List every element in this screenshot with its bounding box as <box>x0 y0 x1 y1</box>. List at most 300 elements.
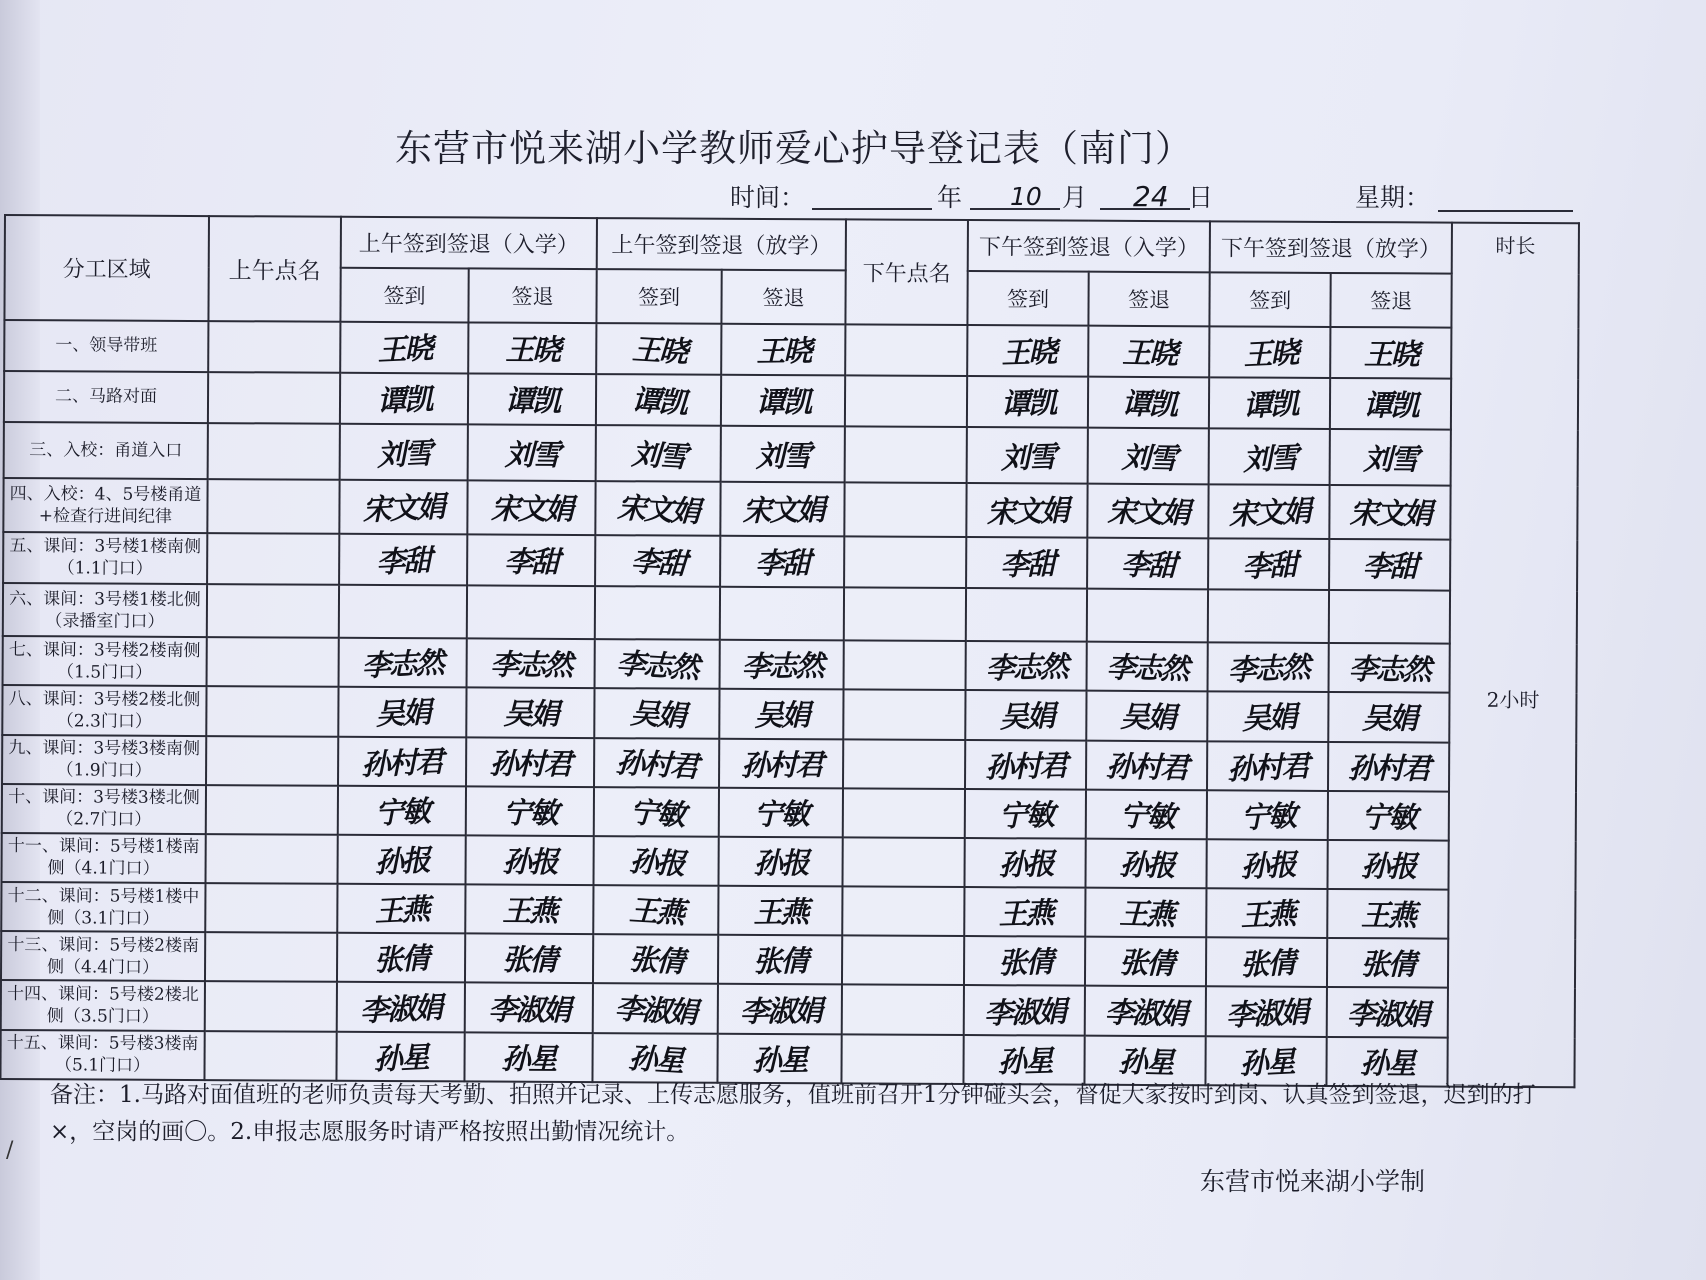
signature: 宁敏 <box>502 795 557 830</box>
am-out-sign-out-cell <box>718 886 842 936</box>
am-in-sign-out-cell <box>465 934 593 984</box>
signature: 张倩 <box>627 942 684 980</box>
signature: 宁敏 <box>628 794 685 832</box>
pm-in-sign-out-cell <box>1087 537 1208 589</box>
signature: 李甜 <box>1241 547 1297 584</box>
signature: 李志然 <box>985 649 1068 686</box>
notes: 备注：1.马路对面值班的老师负责每天考勤、拍照并记录、上传志愿服务，值班前召开1分钟碰头会，督促大家按时到岗、认真签到签退，迟到的打×，空岗的画〇。2.申报志愿服务时请严格按照出勤情况统计。 <box>50 1082 1536 1145</box>
subheader-sign-in: 签到 <box>967 271 1088 325</box>
form-title: 东营市悦来湖小学教师爱心护导登记表（南门） <box>395 127 1193 170</box>
pm-out-sign-out-cell <box>1330 326 1451 378</box>
pm-out-sign-out-cell <box>1328 840 1449 890</box>
am-out-sign-in-cell <box>594 787 719 837</box>
am-out-sign-in-cell <box>596 374 721 426</box>
am-in-sign-in-cell <box>338 736 466 786</box>
signature: 王燕 <box>1239 896 1295 934</box>
pm-out-sign-out-cell <box>1328 791 1449 841</box>
signature: 宋文娟 <box>616 490 700 530</box>
pm-out-sign-out-cell <box>1329 539 1450 591</box>
day-label: 日 <box>1188 183 1214 212</box>
area-cell: 十四、课间：5号楼2楼北侧（3.5门口） <box>1 980 205 1030</box>
area-cell: 十二、课间：5号楼1楼中侧（3.1门口） <box>1 882 205 932</box>
signature: 张倩 <box>373 941 429 978</box>
area-cell: 九、课间：3号楼3楼南侧（1.9门口） <box>2 735 206 785</box>
am-out-sign-out-cell <box>719 787 843 837</box>
signature: 孙村君 <box>489 746 571 781</box>
signature: 孙星 <box>372 1039 429 1077</box>
signature: 刘雪 <box>1120 440 1176 476</box>
signature: 李淑娟 <box>739 993 821 1029</box>
am-rollcall-cell <box>207 584 339 638</box>
signature: 王燕 <box>373 892 430 929</box>
pm-out-sign-out-cell <box>1329 485 1450 539</box>
signature: 李志然 <box>361 645 444 684</box>
am-in-sign-out-cell <box>466 688 594 738</box>
am-rollcall-cell <box>205 932 337 982</box>
signature: 王晓 <box>1121 335 1177 371</box>
am-rollcall-cell <box>205 982 337 1032</box>
am-out-sign-in-cell <box>596 425 721 482</box>
header-am-out: 上午签到签退（放学） <box>597 218 846 271</box>
am-in-sign-in-cell <box>339 585 467 639</box>
signature: 刘雪 <box>1363 441 1418 477</box>
area-cell: 三、入校：甬道入口 <box>4 422 208 479</box>
pm-in-sign-out-cell <box>1088 376 1209 428</box>
signature: 宁敏 <box>753 796 809 832</box>
pm-in-sign-in-cell <box>965 740 1086 790</box>
signature: 李甜 <box>1362 548 1417 584</box>
am-in-sign-out-cell <box>466 737 594 787</box>
subheader-sign-out: 签退 <box>721 270 845 324</box>
am-in-sign-out-cell <box>467 481 595 535</box>
area-cell: 一、领导带班 <box>4 320 208 372</box>
am-out-sign-in-cell <box>592 1033 717 1083</box>
pm-in-sign-in-cell <box>966 537 1087 589</box>
signature: 刘雪 <box>755 438 811 474</box>
signature: 李淑娟 <box>488 992 570 1027</box>
subheader-sign-out: 签退 <box>468 269 596 323</box>
signature: 宋文娟 <box>362 489 445 528</box>
am-in-sign-in-cell <box>337 835 465 885</box>
signature: 王晓 <box>1000 334 1056 370</box>
signature: 宁敏 <box>374 793 430 831</box>
signature: 宁敏 <box>1361 799 1416 835</box>
signature: 孙报 <box>753 845 808 881</box>
signature: 孙报 <box>1239 847 1296 884</box>
signature: 王燕 <box>997 895 1053 932</box>
area-cell: 十一、课间：5号楼1楼南侧（4.1门口） <box>2 833 206 883</box>
pm-in-sign-out-cell <box>1086 789 1207 839</box>
am-in-sign-in-cell <box>339 533 467 585</box>
header-pm-out: 下午签到签退（放学） <box>1210 221 1452 274</box>
am-rollcall-cell <box>204 1031 336 1081</box>
signature: 吴娟 <box>998 698 1054 735</box>
pm-rollcall-cell <box>845 375 967 427</box>
signature: 孙村君 <box>1226 748 1310 787</box>
am-out-sign-in-cell <box>595 535 720 587</box>
signature: 王燕 <box>1360 898 1415 933</box>
pm-out-sign-in-cell <box>1207 839 1328 889</box>
signature: 张倩 <box>502 942 557 978</box>
signature: 宁敏 <box>1118 798 1174 834</box>
am-in-sign-in-cell <box>336 1031 464 1081</box>
signature: 孙星 <box>752 1042 807 1078</box>
signature: 孙星 <box>627 1040 683 1078</box>
duration-cell <box>1448 223 1580 1088</box>
pm-rollcall-cell <box>843 837 965 887</box>
signature: 吴娟 <box>628 696 685 734</box>
table-row <box>2 784 1576 841</box>
header-pm-in: 下午签到签退（入学） <box>968 220 1210 273</box>
signature: 谭凯 <box>1121 386 1176 422</box>
pm-out-sign-in-cell <box>1207 692 1328 742</box>
signature: 孙星 <box>1117 1044 1173 1080</box>
signature: 刘雪 <box>376 435 432 473</box>
signature: 谭凯 <box>630 382 687 420</box>
am-out-sign-in-cell <box>594 836 719 886</box>
signature: 孙星 <box>1238 1044 1294 1081</box>
signature: 刘雪 <box>999 439 1055 475</box>
area-cell: 六、课间：3号楼1楼北侧（录播室门口） <box>3 583 207 637</box>
pm-out-sign-out-cell <box>1330 378 1451 430</box>
year-underline <box>812 208 932 210</box>
area-cell: 四、入校：4、5号楼甬道+检查行进间纪律 <box>3 478 207 532</box>
table-row <box>2 833 1576 890</box>
pm-rollcall-cell <box>842 886 964 936</box>
signature: 李志然 <box>740 648 823 684</box>
signature: 张倩 <box>1238 945 1295 983</box>
am-in-sign-in-cell <box>337 884 465 934</box>
am-rollcall-cell <box>207 479 339 533</box>
am-in-sign-out-cell <box>468 424 596 481</box>
signature: 吴娟 <box>1361 701 1417 736</box>
am-in-sign-in-cell <box>337 933 465 983</box>
am-in-sign-in-cell <box>339 480 467 534</box>
pm-out-sign-in-cell <box>1208 642 1329 692</box>
pm-in-sign-in-cell <box>967 427 1088 484</box>
weekday-label: 星期： <box>1355 183 1431 212</box>
pm-rollcall-cell <box>845 426 967 483</box>
am-out-sign-out-cell <box>719 738 843 788</box>
pm-out-sign-in-cell <box>1207 790 1328 840</box>
am-in-sign-out-cell <box>467 585 595 639</box>
pm-in-sign-in-cell <box>965 690 1086 740</box>
am-in-sign-out-cell <box>464 1032 592 1082</box>
pm-out-sign-out-cell <box>1327 938 1448 988</box>
signature: 李甜 <box>1120 547 1176 583</box>
am-rollcall-cell <box>208 372 340 424</box>
signature: 吴娟 <box>374 695 431 732</box>
signature: 李甜 <box>629 543 686 581</box>
pm-in-sign-out-cell <box>1087 642 1208 692</box>
table-row <box>1 980 1575 1037</box>
signature: 宁敏 <box>1239 798 1296 835</box>
pm-out-sign-out-cell <box>1327 987 1448 1037</box>
table-row <box>3 532 1577 591</box>
signature: 张倩 <box>752 944 808 979</box>
signature: 孙村君 <box>360 743 444 782</box>
signature: 刘雪 <box>630 436 687 474</box>
pm-in-sign-out-cell <box>1087 484 1208 538</box>
pm-in-sign-out-cell <box>1085 937 1206 987</box>
am-in-sign-out-cell <box>467 534 595 586</box>
area-cell: 七、课间：3号楼2楼南侧（1.5门口） <box>3 636 207 686</box>
pm-rollcall-cell <box>843 788 965 838</box>
pm-in-sign-out-cell <box>1088 428 1209 485</box>
pm-in-sign-in-cell <box>964 936 1085 986</box>
signature: 孙报 <box>1361 849 1416 884</box>
am-out-sign-out-cell <box>720 482 844 536</box>
signature: 李淑娟 <box>613 990 697 1030</box>
am-in-sign-in-cell <box>339 638 467 688</box>
am-out-sign-out-cell <box>721 323 845 375</box>
margin-mark: / <box>6 1138 14 1163</box>
signature: 孙报 <box>1118 847 1174 883</box>
signature: 李甜 <box>755 545 810 581</box>
am-out-sign-out-cell <box>719 837 843 887</box>
pm-out-sign-in-cell <box>1208 589 1329 643</box>
pm-rollcall-cell <box>843 739 965 789</box>
signature: 谭凯 <box>1241 386 1298 423</box>
signature: 孙报 <box>628 843 684 881</box>
pm-in-sign-in-cell <box>965 789 1086 839</box>
year-label: 年 <box>937 183 963 212</box>
am-rollcall-cell <box>206 736 338 786</box>
signature: 王晓 <box>505 332 560 367</box>
pm-in-sign-in-cell <box>966 641 1087 691</box>
pm-out-sign-out-cell <box>1328 692 1449 742</box>
pm-in-sign-in-cell <box>964 887 1085 937</box>
pm-in-sign-out-cell <box>1085 986 1206 1036</box>
pm-in-sign-out-cell <box>1088 325 1209 377</box>
pm-in-sign-in-cell <box>967 325 1088 377</box>
signature: 吴娟 <box>503 697 558 732</box>
pm-out-sign-out-cell <box>1330 429 1451 486</box>
am-in-sign-out-cell <box>465 983 593 1033</box>
am-out-sign-out-cell <box>719 689 843 739</box>
area-cell: 十、课间：3号楼3楼北侧（2.7门口） <box>2 784 206 834</box>
subheader-sign-out: 签退 <box>1330 273 1451 327</box>
pm-in-sign-out-cell <box>1086 740 1207 790</box>
pm-rollcall-cell <box>844 587 966 641</box>
pm-out-sign-in-cell <box>1208 485 1329 539</box>
signature: 宋文娟 <box>1227 494 1311 532</box>
signature: 李志然 <box>615 646 699 685</box>
area-cell: 二、马路对面 <box>4 371 208 423</box>
pm-rollcall-cell <box>842 936 964 986</box>
signature: 孙报 <box>373 842 430 880</box>
signature: 王燕 <box>627 893 684 931</box>
subheader-sign-out: 签退 <box>1088 272 1209 326</box>
pm-in-sign-in-cell <box>966 483 1087 537</box>
pm-out-sign-out-cell <box>1328 741 1449 791</box>
signature: 孙报 <box>997 846 1053 883</box>
pm-out-sign-in-cell <box>1209 326 1330 378</box>
signature: 张倩 <box>997 944 1053 981</box>
signature: 王燕 <box>1118 896 1174 932</box>
am-in-sign-in-cell <box>340 373 468 425</box>
pm-out-sign-out-cell <box>1329 643 1450 693</box>
signature: 孙村君 <box>1348 750 1430 786</box>
pm-in-sign-in-cell <box>966 588 1087 642</box>
am-out-sign-in-cell <box>595 639 720 689</box>
signature: 谭凯 <box>504 383 560 418</box>
signature: 李淑娟 <box>1104 994 1187 1031</box>
am-out-sign-in-cell <box>595 586 720 640</box>
am-in-sign-in-cell <box>340 321 468 373</box>
subheader-sign-in: 签到 <box>596 269 721 323</box>
pm-out-sign-in-cell <box>1206 888 1327 938</box>
am-rollcall-cell <box>205 834 337 884</box>
pm-in-sign-in-cell <box>965 838 1086 888</box>
signature: 孙村君 <box>615 744 698 784</box>
am-out-sign-in-cell <box>593 885 718 935</box>
pm-rollcall-cell <box>843 690 965 740</box>
area-cell: 八、课间：3号楼2楼北侧（2.3门口） <box>2 685 206 735</box>
am-out-sign-in-cell <box>594 738 719 788</box>
header-am-rollcall: 上午点名 <box>208 216 341 321</box>
table-row <box>3 583 1577 645</box>
signature: 宋文娟 <box>1107 494 1189 531</box>
month-label: 月 <box>1062 183 1088 212</box>
signature: 李淑娟 <box>983 993 1066 1031</box>
signature: 王燕 <box>502 893 557 929</box>
am-in-sign-in-cell <box>338 687 466 737</box>
signature: 孙星 <box>501 1041 556 1076</box>
table-row <box>1 882 1575 939</box>
table-row <box>1 931 1575 988</box>
pm-out-sign-in-cell <box>1209 428 1330 485</box>
area-cell: 十五、课间：5号楼3楼南（5.1门口） <box>0 1030 204 1080</box>
table-row <box>3 478 1577 540</box>
am-rollcall-cell <box>206 785 338 835</box>
am-in-sign-in-cell <box>337 982 465 1032</box>
signature: 宋文娟 <box>1349 496 1431 531</box>
table-row <box>3 636 1577 693</box>
am-in-sign-out-cell <box>466 786 594 836</box>
am-rollcall-cell <box>208 321 340 373</box>
signature: 张倩 <box>1118 945 1173 981</box>
signature: 谭凯 <box>755 384 811 420</box>
am-rollcall-cell <box>205 883 337 933</box>
signature: 王晓 <box>1363 336 1418 372</box>
signature: 李甜 <box>504 544 559 579</box>
pm-out-sign-in-cell <box>1209 377 1330 429</box>
am-out-sign-in-cell <box>593 984 718 1034</box>
am-out-sign-in-cell <box>595 481 720 535</box>
am-in-sign-out-cell <box>465 835 593 885</box>
signature: 刘雪 <box>1241 440 1298 477</box>
signature: 谭凯 <box>1363 387 1418 423</box>
am-rollcall-cell <box>206 686 338 736</box>
am-out-sign-out-cell <box>720 587 844 641</box>
pm-out-sign-in-cell <box>1206 938 1327 988</box>
pm-in-sign-out-cell <box>1085 888 1206 938</box>
signature: 张倩 <box>1360 947 1415 982</box>
pm-rollcall-cell <box>844 536 966 588</box>
signature: 孙星 <box>1360 1045 1415 1081</box>
am-out-sign-out-cell <box>721 426 845 483</box>
table-row <box>2 685 1576 742</box>
signature: 吴娟 <box>1119 699 1175 736</box>
signature: 李志然 <box>1226 649 1310 688</box>
signature: 孙村君 <box>1105 748 1188 785</box>
signature: 孙村君 <box>740 747 822 783</box>
am-in-sign-out-cell <box>467 639 595 689</box>
signature: 李淑娟 <box>359 989 443 1028</box>
pm-rollcall-cell <box>844 641 966 691</box>
signature: 宋文娟 <box>741 493 824 529</box>
signature: 吴娟 <box>754 698 809 733</box>
table-row <box>4 320 1578 379</box>
month-value: 10 <box>1010 182 1042 211</box>
signature: 李志然 <box>490 647 572 683</box>
am-out-sign-in-cell <box>596 323 721 375</box>
am-out-sign-out-cell <box>718 935 842 985</box>
am-out-sign-out-cell <box>718 984 842 1034</box>
signature: 李淑娟 <box>1346 996 1428 1032</box>
am-in-sign-out-cell <box>468 373 596 425</box>
signature: 孙星 <box>996 1043 1052 1079</box>
am-in-sign-in-cell <box>340 424 468 481</box>
header-am-in: 上午签到签退（入学） <box>341 217 597 270</box>
am-out-sign-in-cell <box>594 688 719 738</box>
am-rollcall-cell <box>207 637 339 687</box>
signature: 王晓 <box>756 333 811 369</box>
pm-out-sign-in-cell <box>1208 538 1329 590</box>
subheader-sign-in: 签到 <box>1209 273 1330 327</box>
pm-in-sign-in-cell <box>964 985 1085 1035</box>
am-rollcall-cell <box>207 533 339 585</box>
signature: 王燕 <box>753 894 808 930</box>
signature: 宁敏 <box>997 797 1053 833</box>
am-rollcall-cell <box>208 423 340 480</box>
pm-in-sign-in-cell <box>967 376 1088 428</box>
subheader-sign-in: 签到 <box>340 268 468 322</box>
signature: 谭凯 <box>1000 385 1056 422</box>
form-maker: 东营市悦来湖小学制 <box>1200 1167 1426 1196</box>
signature: 吴娟 <box>1240 699 1296 737</box>
table-row <box>4 422 1578 487</box>
pm-in-sign-out-cell <box>1087 589 1208 643</box>
duty-register-table <box>0 214 1580 1088</box>
day-value: 24 <box>1133 180 1169 213</box>
pm-in-sign-out-cell <box>1086 839 1207 889</box>
signature: 李甜 <box>375 542 432 580</box>
am-out-sign-out-cell <box>721 375 845 427</box>
signature: 孙村君 <box>984 747 1067 785</box>
header-area: 分工区域 <box>4 215 209 321</box>
area-cell: 五、课间：3号楼1楼南侧（1.1门口） <box>3 532 207 584</box>
weekday-underline <box>1438 210 1573 212</box>
am-out-sign-out-cell <box>720 640 844 690</box>
signature: 孙报 <box>502 844 557 879</box>
am-in-sign-out-cell <box>465 885 593 935</box>
signature: 李甜 <box>999 546 1055 582</box>
am-out-sign-out-cell <box>717 1033 841 1083</box>
signature: 王晓 <box>1242 334 1298 372</box>
pm-in-sign-out-cell <box>1086 691 1207 741</box>
signature: 李志然 <box>1348 652 1430 687</box>
pm-rollcall-cell <box>844 483 966 537</box>
table-row <box>2 735 1576 792</box>
pm-out-sign-out-cell <box>1329 590 1450 644</box>
am-in-sign-out-cell <box>468 322 596 374</box>
pm-out-sign-in-cell <box>1207 741 1328 791</box>
table-row <box>4 371 1578 430</box>
header-duration: 时长 <box>1495 233 1536 259</box>
signature: 李志然 <box>1106 650 1189 687</box>
